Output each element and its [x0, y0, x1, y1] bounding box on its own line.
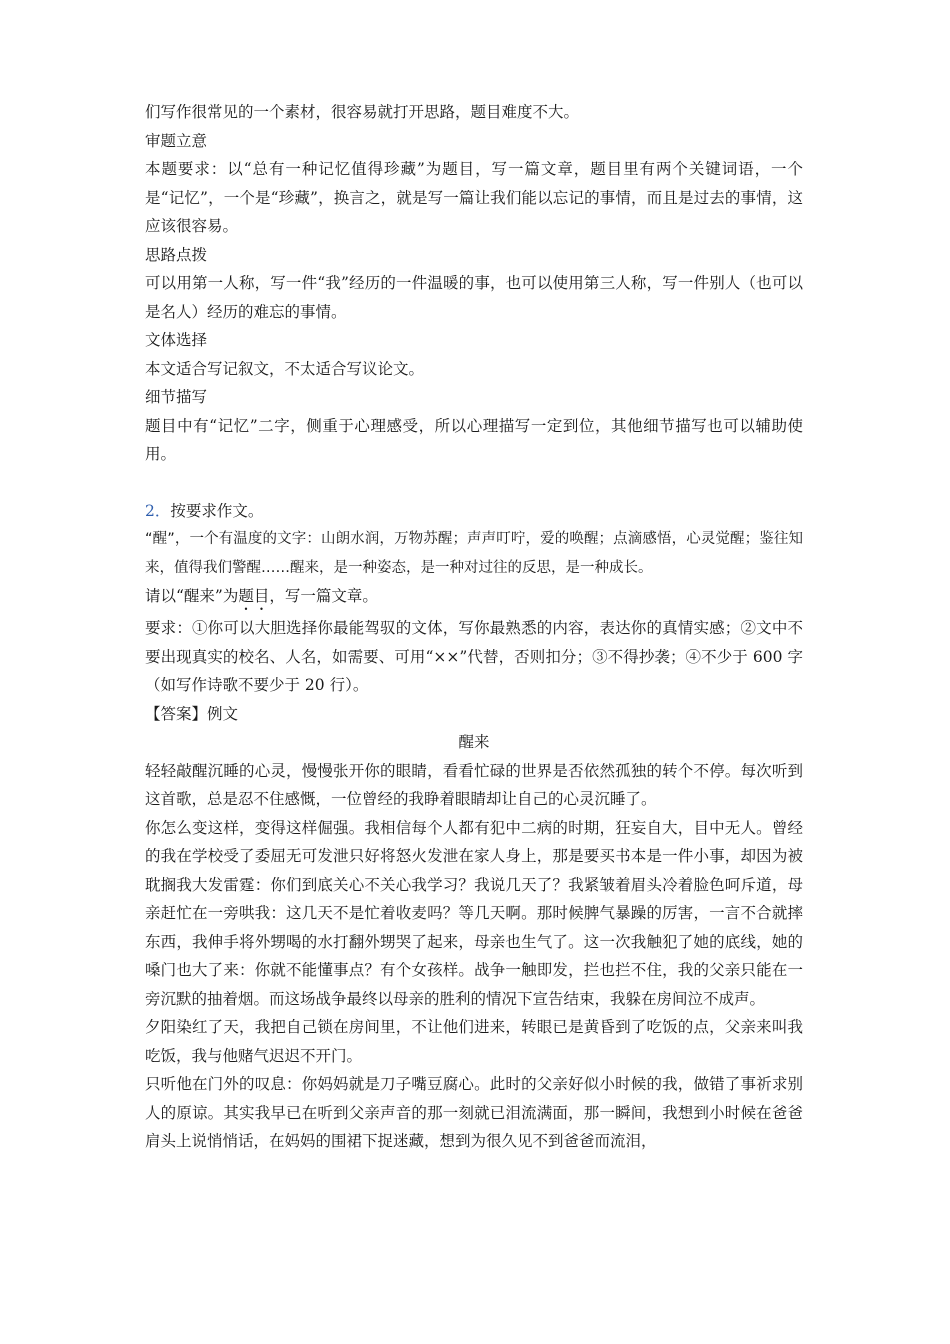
paragraph-wenti: 本文适合写记叙文，不太适合写议论文。 [145, 359, 425, 378]
prompt-text-b: ，写一篇文章。 [269, 587, 378, 605]
question-intro: “醒”，一个有温度的文字：山朗水润，万物苏醒；声声叮咛，爱的唤醒；点滴感悟，心灵觉醒；鉴往知来，值得我们警醒……醒来，是一种姿态，是一种对过往的反思，是一种成长。 [145, 531, 803, 576]
document-page [145, 98, 803, 1156]
essay-paragraph-4: 只听他在门外的叹息：你妈妈就是刀子嘴豆腐心。此时的父亲好似小时候的我，做错了事祈求别人的原谅。其实我早已在听到父亲声音的那一刻就已泪流满面，那一瞬间，我想到小时候在爸爸肩头上说悄悄话，在妈妈的围裙下捉迷藏，想到为很久见不到爸爸而流泪， [145, 1075, 803, 1150]
essay-paragraph-3: 夕阳染红了天，我把自己锁在房间里，不让他们进来，转眼已是黄昏到了吃饭的点，父亲来叫我吃饭，我与他赌气迟迟不开门。 [145, 1018, 803, 1065]
heading-silu: 思路点拨 [145, 245, 208, 264]
question-title: 按要求作文。 [170, 501, 264, 520]
question-number: 2． [145, 501, 171, 520]
prompt-text-a: 请以“醒来”为 [145, 587, 239, 605]
paragraph-xijie: 题目中有“记忆”二字，侧重于心理感受，所以心理描写一定到位，其他细节描写也可以辅助使用。 [145, 416, 803, 463]
question-heading [145, 497, 803, 526]
heading-wenti: 文体选择 [145, 331, 208, 349]
heading-shenti: 审题立意 [145, 131, 208, 150]
prompt-emphasis: 题目 [238, 587, 270, 605]
question-requirements: 要求：①你可以大胆选择你最能驾驭的文体，写你最熟悉的内容，表达你的真情实感；②文中不要出现真实的校名、人名，如需要、可用“××”代替，否则扣分；③不得抄袭；④不少于 600 字（如写作诗歌不要少于 20 行）。 [145, 619, 803, 694]
answer-label: 【答案】例文 [145, 704, 239, 723]
paragraph-silu: 可以用第一人称，写一件“我”经历的一件温暖的事，也可以使用第三人称，写一件别人（也可以是名人）经历的难忘的事情。 [145, 274, 803, 321]
question-prompt [145, 582, 803, 614]
section-gap [145, 469, 803, 497]
essay-title: 醒来 [458, 733, 490, 751]
essay-paragraph-1: 轻轻敲醒沉睡的心灵，慢慢张开你的眼睛，看看忙碌的世界是否依然孤独的转个不停。每次听到这首歌，总是忍不住感慨，一位曾经的我睁着眼睛却让自己的心灵沉睡了。 [145, 761, 803, 808]
paragraph-shenti: 本题要求：以“总有一种记忆值得珍藏”为题目，写一篇文章，题目里有两个关键词语，一个是“记忆”，一个是“珍藏”，换言之，就是写一篇让我们能以忘记的事情，而且是过去的事情，这应该很容易。 [145, 160, 803, 235]
continued-paragraph: 们写作很常见的一个素材，很容易就打开思路，题目难度不大。 [145, 103, 580, 121]
essay-paragraph-2: 你怎么变这样，变得这样倔强。我相信每个人都有犯中二病的时期，狂妄自大，目中无人。曾经的我在学校受了委屈无可发泄只好将怒火发泄在家人身上，那是要买书本是一件小事，却因为被耽搁我大发雷霆：你们到底关心不关心我学习？我说几天了？我紧皱着眉头冷着脸色呵斥道，母亲赶忙在一旁哄我：这几天不是忙着收麦吗？等几天啊。那时候脾气暴躁的厉害，一言不合就摔东西，我伸手将外甥喝的水打翻外甥哭了起来，母亲也生气了。这一次我触犯了她的底线，她的嗓门也大了来：你就不能懂事点？有个女孩样。战争一触即发，拦也拦不住，我的父亲只能在一旁沉默的抽着烟。而这场战争最终以母亲的胜利的情况下宣告结束，我躲在房间泣不成声。 [145, 818, 803, 1008]
heading-xijie: 细节描写 [145, 388, 208, 406]
